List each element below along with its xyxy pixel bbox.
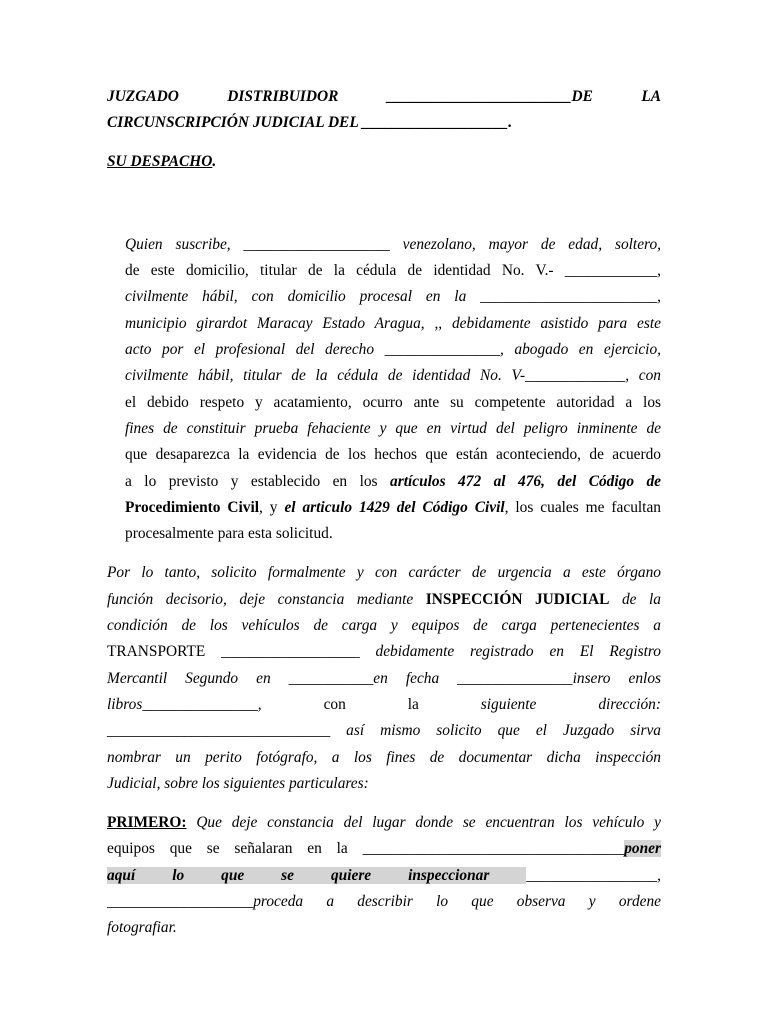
su-despacho-period: . — [212, 152, 217, 170]
para1-line — [107, 469, 661, 495]
code-reference: Procedimiento Civil — [125, 498, 260, 516]
primero-label: PRIMERO: — [107, 814, 187, 832]
heading-word: LA — [641, 88, 661, 105]
para1-text: , y — [259, 498, 285, 516]
para1-line — [107, 495, 661, 521]
para1-line: Quien suscribe, ___________________ venezolano, mayor de edad, soltero, — [125, 235, 661, 253]
para1-text: , los cuales me facultan — [504, 498, 661, 516]
para1-line: civilmente hábil, con domicilio procesal en la _______________________, — [125, 288, 661, 306]
para3-text: _________________, — [526, 866, 661, 884]
para2-word: libros_______________, — [107, 695, 262, 713]
para3-line — [107, 836, 661, 862]
heading-word: ________________________DE — [386, 88, 593, 105]
para3-text: ___________________ — [107, 893, 254, 911]
para3-line — [107, 863, 661, 889]
paragraph-intro — [107, 232, 661, 548]
para2-text: de la — [609, 590, 661, 608]
para2-line: Judicial, sobre los siguientes particulares: — [107, 774, 369, 792]
heading-word: DISTRIBUIDOR — [227, 88, 339, 105]
para2-line: _____________________________ así mismo solicito que el Juzgado sirva — [107, 722, 661, 740]
placeholder-word: lo — [172, 866, 185, 884]
su-despacho — [107, 149, 661, 175]
para1-line: de este domicilio, titular de la cédula de identidad No. V.- ____________, — [125, 262, 661, 280]
court-heading — [107, 84, 661, 137]
transporte-label: TRANSPORTE — [107, 643, 206, 661]
heading-line-1 — [107, 84, 661, 110]
para1-line: procesalmente para esta solicitud. — [125, 525, 333, 543]
paragraph-request — [107, 560, 661, 797]
para2-line — [107, 639, 661, 665]
inspeccion-judicial: INSPECCIÓN JUDICIAL — [425, 590, 610, 608]
para3-line — [107, 810, 661, 836]
para2-line — [107, 587, 661, 613]
para1-line: municipio girardot Maracay Estado Aragua, ,, debidamente asistido para este — [125, 314, 661, 332]
para3-line: fotografiar. — [107, 919, 177, 937]
heading-line-2: CIRCUNSCRIPCIÓN JUDICIAL DEL ___________________. — [107, 114, 513, 132]
para2-word: siguiente — [480, 695, 537, 713]
para1-line: que desaparezca la evidencia de los hechos que están aconteciendo, de acuerdo — [125, 446, 661, 464]
placeholder-word: quiere — [330, 866, 372, 884]
placeholder-word: inspeccionar — [408, 866, 490, 884]
para2-line: Mercantil Segundo en ___________en fecha _______________insero enlos — [107, 669, 661, 687]
para2-text: __________________ debidamente registrado en El Registro — [205, 643, 661, 661]
placeholder-word: se — [281, 866, 294, 884]
articles-reference: artículos 472 al 476, del Código de — [390, 472, 661, 490]
para2-word: con — [323, 695, 346, 713]
para2-word: la — [407, 695, 419, 713]
su-despacho-text: SU DESPACHO — [107, 152, 213, 170]
paragraph-primero — [107, 810, 661, 941]
placeholder-highlight — [107, 867, 526, 884]
para1-text: a lo previsto y establecido en los — [125, 472, 391, 490]
civil-code-reference: el articulo 1429 del Código Civil — [284, 498, 505, 516]
para1-line: civilmente hábil, titular de la cédula de identidad No. V-_____________, con — [125, 367, 661, 385]
para3-text: Que deje constancia del lugar donde se encuentran los vehículo y — [186, 814, 661, 832]
para3-text: equipos que se señalaran en la __________________________________ — [107, 840, 625, 858]
placeholder-word: aquí — [107, 866, 136, 884]
para3-text: proceda a describir lo que observa y ordene — [253, 893, 661, 911]
para1-line: acto por el profesional del derecho _______________, abogado en ejercicio, — [125, 341, 661, 359]
para1-line: el debido respeto y acatamiento, ocurro ante su competente autoridad a los — [125, 393, 661, 411]
document-page — [107, 84, 661, 942]
para2-word: dirección: — [598, 695, 661, 713]
heading-word: JUZGADO — [107, 88, 179, 105]
para2-line: nombrar un perito fotógrafo, a los fines de documentar dicha inspección — [107, 748, 661, 766]
placeholder-word: que — [221, 866, 245, 884]
placeholder-highlight: poner — [624, 840, 661, 858]
para3-line — [107, 889, 661, 915]
para2-line: Por lo tanto, solicito formalmente y con carácter de urgencia a este órgano — [107, 564, 661, 582]
para2-line: condición de los vehículos de carga y equipos de carga pertenecientes a — [107, 617, 661, 635]
para2-line — [107, 692, 661, 718]
para2-text: función decisorio, deje constancia mediante — [107, 590, 426, 608]
para1-line: fines de constituir prueba fehaciente y que en virtud del peligro inminente de — [125, 419, 661, 437]
